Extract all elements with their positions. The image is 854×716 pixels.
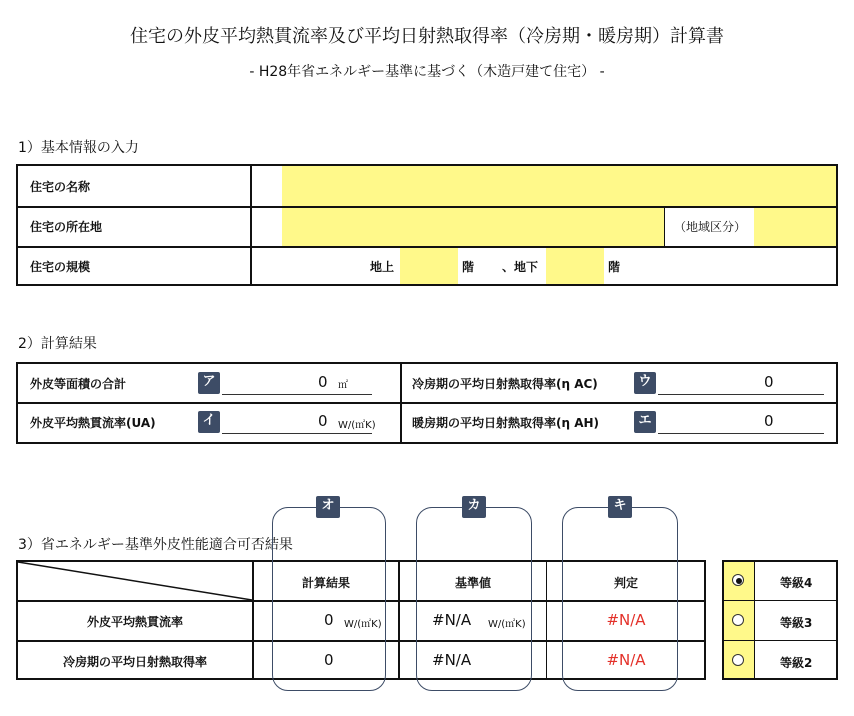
house-address-input[interactable]	[282, 208, 664, 246]
grade2-radio[interactable]	[732, 654, 744, 666]
page-subtitle: - H28年省エネルギー基準に基づく（木造戸建て住宅） -	[249, 64, 605, 80]
below-ground-label: 、地下	[502, 260, 539, 274]
eta-ah-value: 0	[764, 412, 774, 430]
basic-info-table	[16, 164, 838, 286]
col-std-header: 基準値	[454, 576, 491, 590]
results-table	[16, 362, 838, 444]
house-name-label: 住宅の名称	[30, 180, 91, 194]
row-ua-judge: #N/A	[606, 611, 646, 629]
row-ua-label: 外皮平均熱貫流率	[86, 615, 183, 629]
above-ground-label: 地上	[370, 260, 395, 274]
ua-unit: W/(㎡K)	[338, 420, 376, 431]
row-eta-label: 冷房期の平均日射熱取得率	[62, 655, 207, 669]
badge-u: ウ	[634, 372, 656, 394]
row-ua-calc: 0	[324, 611, 334, 629]
row-ua-std: #N/A	[432, 611, 472, 629]
envelope-area-unit: ㎡	[338, 380, 348, 391]
grade4-radio[interactable]	[732, 574, 744, 586]
row-eta-judge: #N/A	[606, 651, 646, 669]
section2-title: 2）計算結果	[18, 336, 97, 352]
badge-ka: カ	[462, 496, 486, 518]
ua-value: 0	[318, 412, 328, 430]
row-ua-calc-unit: W/(㎡K)	[344, 619, 382, 630]
grade3-radio[interactable]	[732, 614, 744, 626]
floor-unit: 階	[462, 260, 475, 274]
eta-ac-label: 冷房期の平均日射熱取得率(η AC)	[412, 377, 598, 391]
section1-title: 1）基本情報の入力	[18, 140, 139, 156]
row-eta-calc: 0	[324, 651, 334, 669]
below-floors-input[interactable]	[546, 248, 604, 284]
ua-label: 外皮平均熱貫流率(UA)	[30, 416, 156, 430]
envelope-area-value: 0	[318, 373, 328, 391]
badge-ki: キ	[608, 496, 632, 518]
bracket-ka	[416, 507, 532, 691]
eta-ah-label: 暖房期の平均日射熱取得率(η AH)	[412, 416, 600, 430]
bracket-o	[272, 507, 386, 691]
section3-title: 3）省エネルギー基準外皮性能適合可否結果	[18, 537, 293, 553]
grade-selector	[722, 560, 838, 680]
eta-ac-value: 0	[764, 373, 774, 391]
row-ua-std-unit: W/(㎡K)	[488, 619, 526, 630]
above-floors-input[interactable]	[400, 248, 458, 284]
region-input[interactable]	[754, 208, 836, 246]
col-calc-header: 計算結果	[301, 576, 350, 590]
house-address-label: 住宅の所在地	[30, 220, 103, 234]
grade4-label: 等級4	[780, 576, 813, 590]
envelope-area-label: 外皮等面積の合計	[30, 377, 127, 391]
badge-i: イ	[198, 411, 220, 433]
page-title: 住宅の外皮平均熱貫流率及び平均日射熱取得率（冷房期・暖房期）計算書	[130, 26, 724, 47]
grade2-label: 等級2	[780, 656, 813, 670]
col-judge-header: 判定	[613, 576, 638, 590]
bracket-ki	[562, 507, 678, 691]
badge-o: オ	[316, 496, 340, 518]
badge-a: ア	[198, 372, 220, 394]
house-scale-label: 住宅の規模	[30, 260, 91, 274]
badge-e: エ	[634, 411, 656, 433]
row-eta-std: #N/A	[432, 651, 472, 669]
house-name-input[interactable]	[282, 166, 836, 206]
diagonal-header-line	[18, 562, 252, 600]
region-label: （地域区分）	[674, 220, 747, 234]
grade3-label: 等級3	[780, 616, 813, 630]
floor-unit-2: 階	[608, 260, 621, 274]
